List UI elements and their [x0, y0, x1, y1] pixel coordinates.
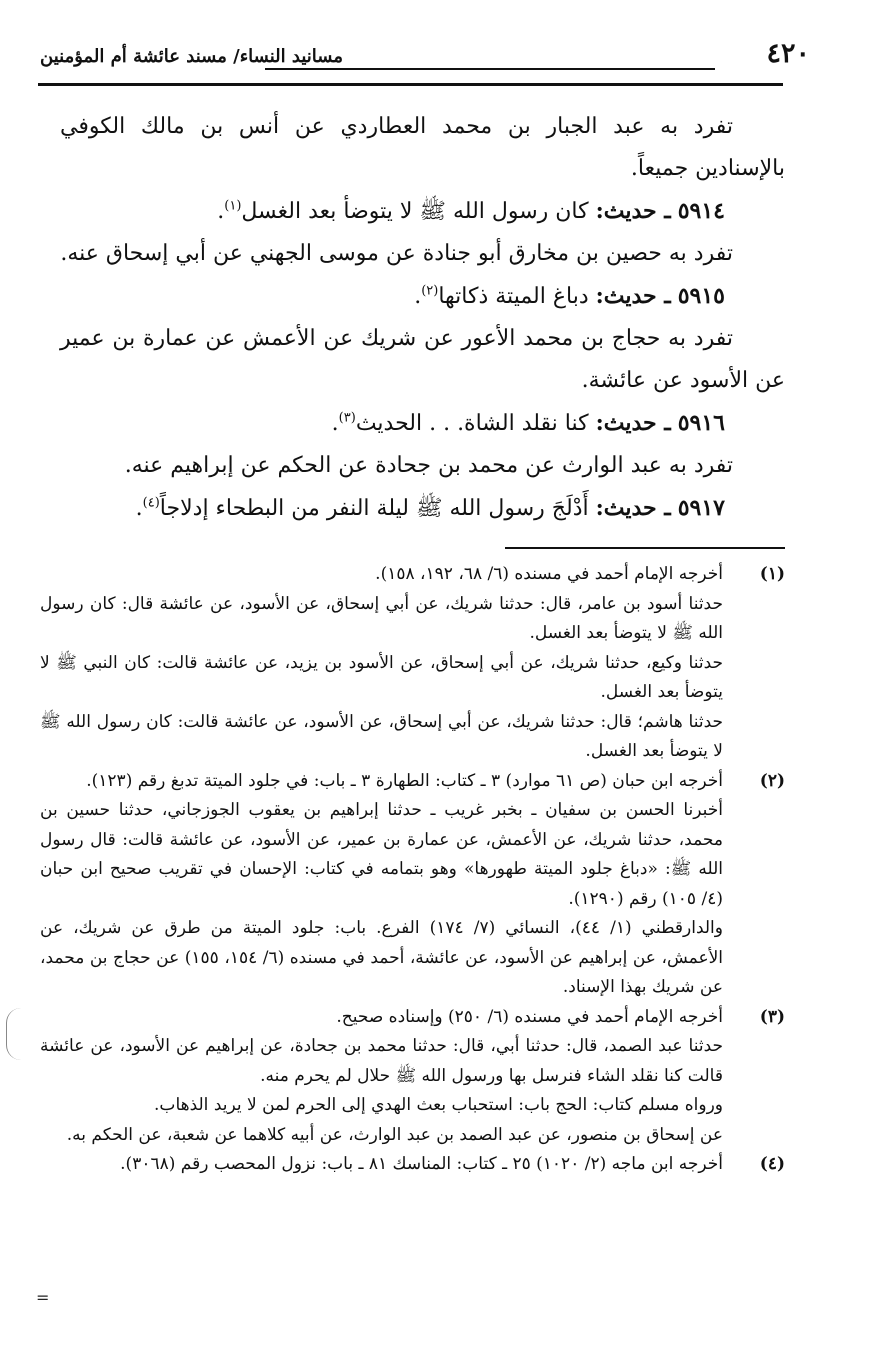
- footnote-line: حدثنا عبد الصمد، قال: حدثنا أبي، قال: حدثنا محمد بن جحادة، عن إبراهيم عن الأسود، عن عائشة قالت كنا نقلد الشاء فنرسل بها ورسول الله ﷺ حلال لم يحرم منه.: [40, 1036, 723, 1086]
- hadith-number: ٥٩١٧: [677, 495, 725, 521]
- hadith-text: كنا نقلد الشاة. . . الحديث: [355, 411, 589, 436]
- hadith-end: .: [217, 199, 225, 224]
- footnote-1: [40, 560, 785, 767]
- hadith-5914: [60, 190, 785, 233]
- footnote-line: أخرجه الإمام أحمد في مسنده (٦/ ٦٨، ١٩٢، ١٥٨).: [375, 564, 723, 584]
- hadith-5917: [60, 487, 785, 530]
- footnote-ref: (٢): [421, 283, 439, 299]
- footnote-line: عن إسحاق بن منصور، عن عبد الصمد بن عبد الوارث، عن أبيه كلاهما عن شعبة، عن الحكم به.: [66, 1124, 723, 1145]
- paragraph: تفرد به حجاج بن محمد الأعور عن شريك عن الأعمش عن عمارة بن عمير عن الأسود عن عائشة.: [60, 326, 785, 393]
- footnote-number: (٣): [759, 1006, 785, 1027]
- footnote-ref: (٣): [338, 410, 356, 426]
- footnote-ref: (٤): [142, 495, 160, 511]
- margin-mark: =: [36, 1288, 50, 1307]
- running-title: مسانيد النساء/ مسند عائشة أم المؤمنين: [40, 46, 343, 67]
- hadith-text: كان رسول الله ﷺ لا يتوضأ بعد الغسل: [241, 199, 589, 224]
- header-title-rule: [265, 68, 715, 70]
- paragraph: تفرد به حصين بن مخارق أبو جنادة عن موسى الجهني عن أبي إسحاق عنه.: [60, 241, 733, 266]
- hadith-number: ٥٩١٥: [677, 283, 725, 309]
- footnote-line: حدثنا وكيع، حدثنا شريك، عن أبي إسحاق، عن الأسود بن يزيد، عن عائشة قالت: كان النبي ﷺ لا يتوضأ بعد الغسل.: [40, 652, 723, 702]
- footnote-line: أخرجه الإمام أحمد في مسنده (٦/ ٢٥٠) وإسناده صحيح.: [336, 1006, 723, 1027]
- footnote-line: ورواه مسلم كتاب: الحج باب: استحباب بعث الهدي إلى الحرم لمن لا يريد الذهاب.: [154, 1095, 723, 1115]
- footnote-number: (١): [759, 564, 785, 584]
- margin-scan-mark: [6, 1008, 21, 1060]
- hadith-text: أَدْلَجَ رسول الله ﷺ ليلة النفر من البطحاء إدلاجاً: [159, 496, 589, 521]
- hadith-label: ـ حديث:: [595, 283, 671, 309]
- paragraph: تفرد به عبد الوارث عن محمد بن جحادة عن الحكم عن إبراهيم عنه.: [124, 453, 733, 478]
- hadith-5916: [60, 402, 785, 445]
- footnote-line: أخرجه ابن ماجه (٢/ ١٠٢٠) ٢٥ ـ كتاب: المناسك ٨١ ـ باب: نزول المحصب رقم (٣٠٦٨).: [120, 1154, 723, 1174]
- hadith-end: .: [135, 496, 143, 521]
- hadith-label: ـ حديث:: [595, 410, 671, 436]
- footnote-3: [40, 1003, 785, 1151]
- footnote-line: والدارقطني (١/ ٤٤)، النسائي (٧/ ١٧٤) الفرع. باب: جلود الميتة من طرق عن شريك، عن الأعمش، عن إبراهيم عن الأسود، عن عائشة، أحمد في مسنده (٦/ ١٥٤، ١٥٥) عن حجاج بن محمد، عن شريك بهذا الإسناد.: [40, 918, 724, 997]
- hadith-end: .: [414, 284, 422, 309]
- footnote-number: (٢): [759, 770, 785, 791]
- hadith-end: .: [331, 411, 339, 436]
- footnote-separator: [505, 547, 785, 549]
- header-divider: [38, 83, 783, 86]
- hadith-5915: [60, 275, 785, 318]
- footnote-line: أخرجه ابن حبان (ص ٦١ موارد) ٣ ـ كتاب: الطهارة ٣ ـ باب: في جلود الميتة تدبغ رقم (١٢٣).: [86, 770, 723, 791]
- footnote-ref: (١): [224, 198, 242, 214]
- page-header: [40, 38, 810, 80]
- hadith-label: ـ حديث:: [595, 198, 671, 224]
- main-text: [60, 106, 785, 530]
- hadith-text: دباغ الميتة ذكاتها: [438, 284, 589, 309]
- footnotes: [40, 560, 785, 1180]
- hadith-number: ٥٩١٤: [677, 198, 725, 224]
- page-number: ٤٢٠: [766, 38, 810, 69]
- hadith-number: ٥٩١٦: [677, 410, 725, 436]
- footnote-4: [40, 1150, 785, 1180]
- footnote-line: أخبرنا الحسن بن سفيان ـ بخبر غريب ـ حدثنا إبراهيم بن يعقوب الجوزجاني، حدثنا حسين بن محمد، حدثنا شريك، عن الأعمش، عن عمارة بن عمير، عن الأسود، عن عائشة قالت: قال رسول الله ﷺ: «دباغ جلود الميتة طهورها» وهو بتمامه في كتاب: الإحسان في تقريب صحيح ابن حبان (٤/ ١٠٥) رقم (١٢٩٠).: [40, 800, 723, 909]
- hadith-label: ـ حديث:: [595, 495, 671, 521]
- paragraph: تفرد به عبد الجبار بن محمد العطاردي عن أنس بن مالك الكوفي بالإسنادين جميعاً.: [60, 114, 785, 181]
- footnote-line: حدثنا أسود بن عامر، قال: حدثنا شريك، عن أبي إسحاق، عن الأسود، عن عائشة قال: كان رسول الله ﷺ لا يتوضأ بعد الغسل.: [40, 593, 723, 643]
- footnote-line: حدثنا هاشم؛ قال: حدثنا شريك، عن أبي إسحاق، عن الأسود، عن عائشة قالت: كان رسول الله ﷺ لا يتوضأ بعد الغسل.: [40, 711, 723, 761]
- footnote-number: (٤): [759, 1154, 785, 1174]
- footnote-2: [40, 767, 785, 1003]
